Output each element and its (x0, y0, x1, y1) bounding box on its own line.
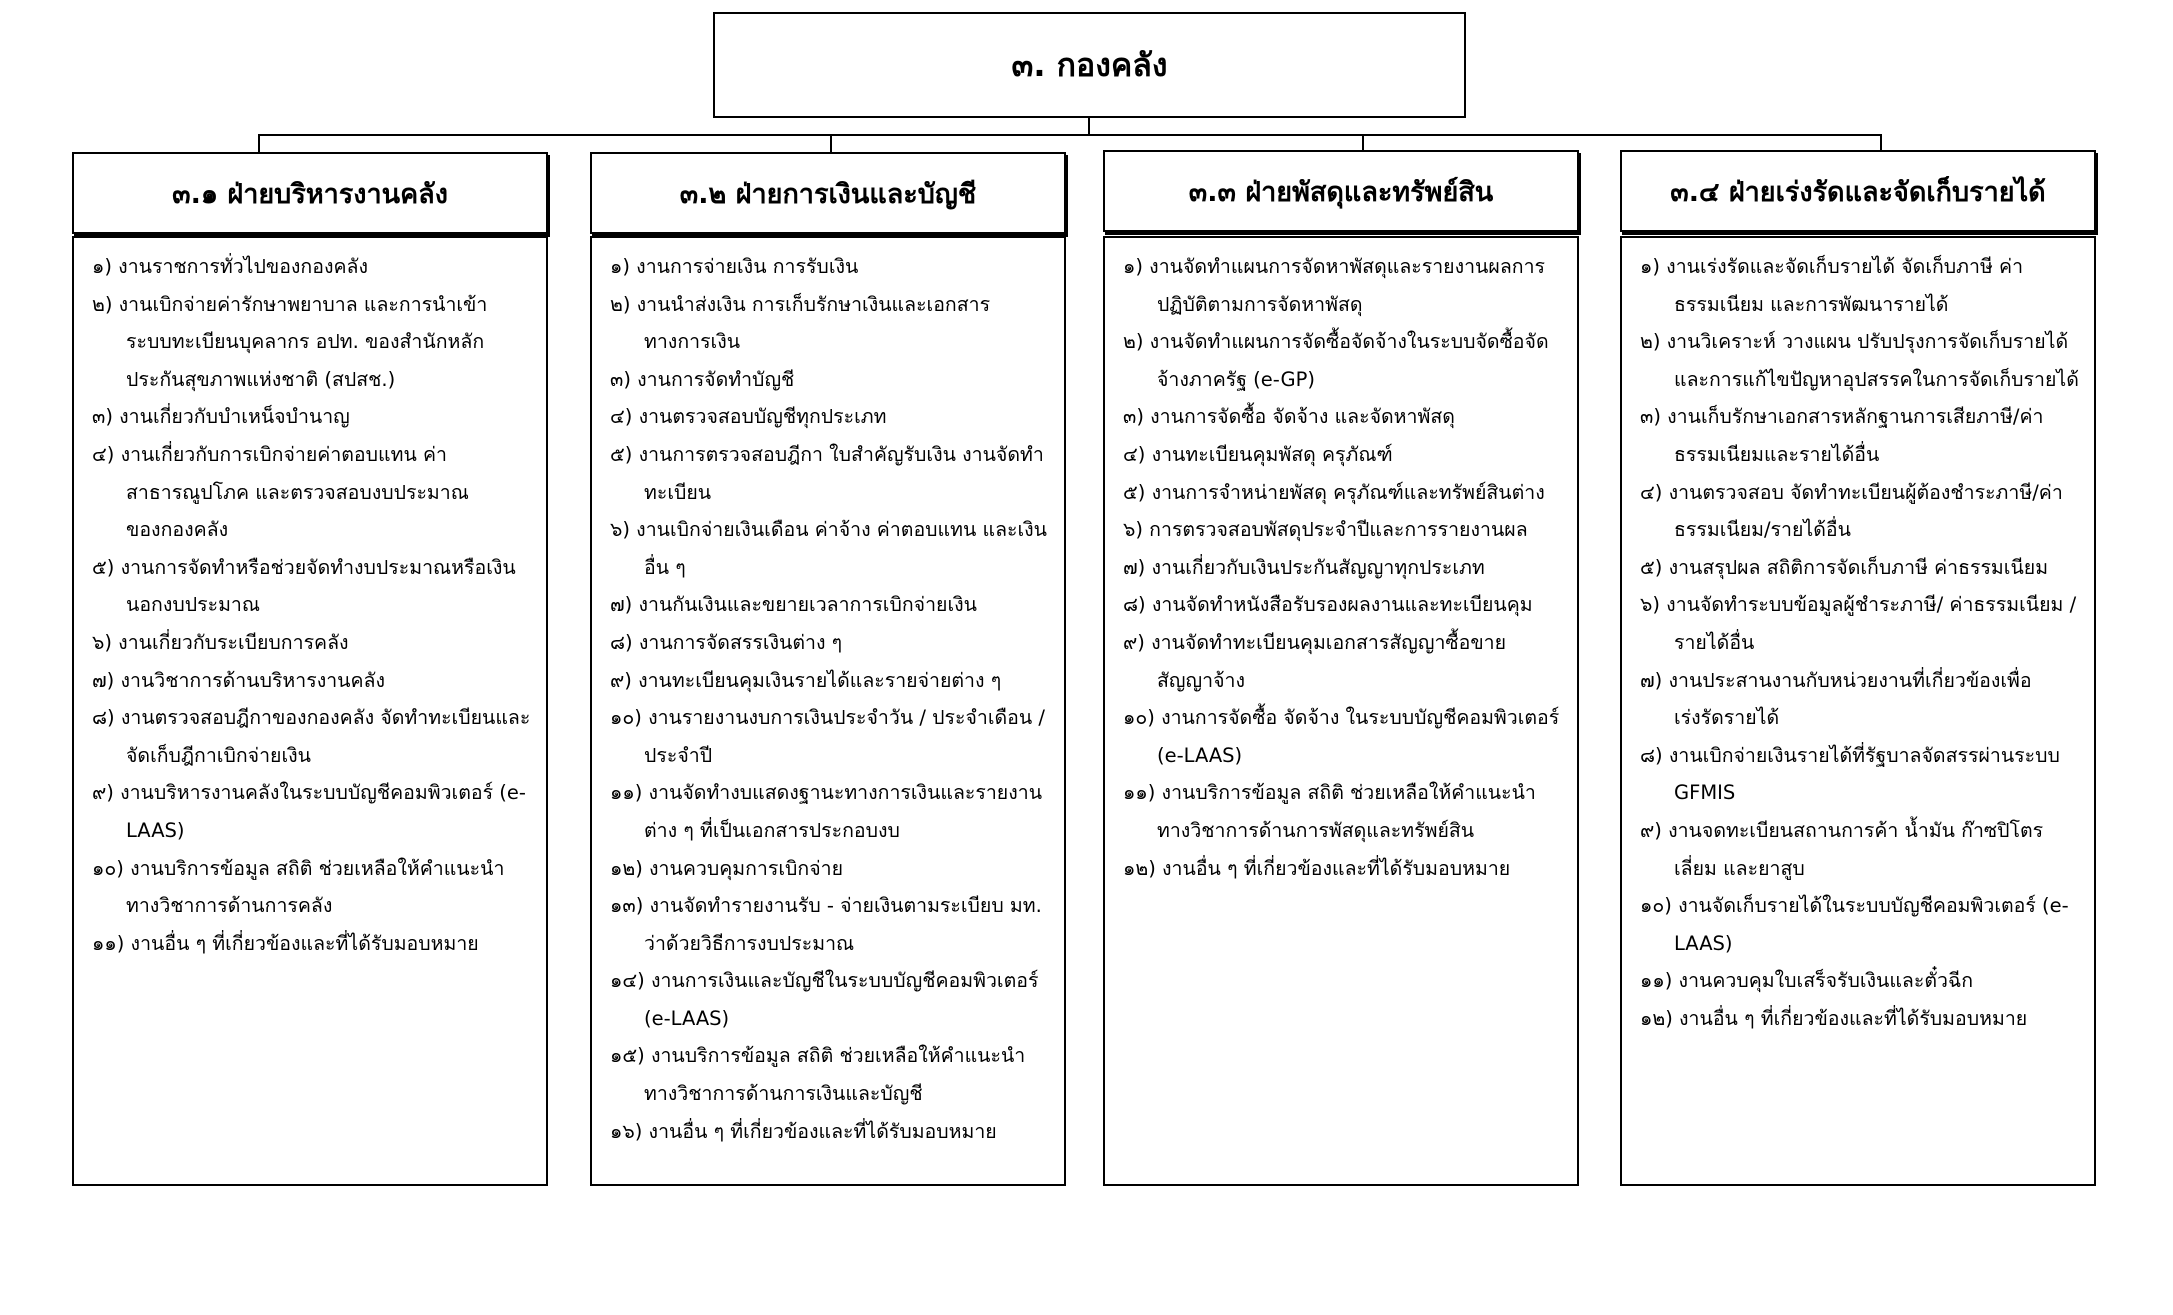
task-item: ๑๐) งานบริการข้อมูล สถิติ ช่วยเหลือให้คำแนะนำทางวิชาการด้านการคลัง (92, 856, 505, 918)
task-item: ๔) งานตรวจสอบบัญชีทุกประเภท (610, 405, 887, 429)
task-item: ๒) งานจัดทำแผนการจัดซื้อจัดจ้างในระบบจัดซื้อจัดจ้างภาครัฐ (e-GP) (1123, 330, 1549, 391)
task-item: ๙) งานจดทะเบียนสถานการค้า น้ำมัน ก๊าซปิโตรเลี่ยม และยาสูบ (1640, 818, 2044, 880)
task-list (1123, 248, 1563, 887)
division-task-box-3 (1103, 236, 1579, 1186)
task-item: ๑๒) งานอื่น ๆ ที่เกี่ยวข้องและที่ได้รับมอบหมาย (1123, 856, 1511, 880)
division-title: ๓.๑ ฝ่ายบริหารงานคลัง (172, 178, 448, 210)
task-item: ๒) งานนำส่งเงิน การเก็บรักษาเงินและเอกสารทางการเงิน (610, 292, 991, 354)
task-item: ๑๕) งานบริการข้อมูล สถิติ ช่วยเหลือให้คำแนะนำทางวิชาการด้านการเงินและบัญชี (610, 1044, 1026, 1106)
task-item: ๓) งานเก็บรักษาเอกสารหลักฐานการเสียภาษี/ค่าธรรมเนียมและรายได้อื่น (1640, 405, 2044, 466)
task-item: ๖) งานเบิกจ่ายเงินเดือน ค่าจ้าง ค่าตอบแทน และเงินอื่น ๆ (610, 518, 1048, 579)
division-title: ๓.๔ ฝ่ายเร่งรัดและจัดเก็บรายได้ (1670, 176, 2046, 208)
org-chart-title: ๓. กองคลัง (1011, 45, 1168, 84)
task-item: ๑๑) งานจัดทำงบแสดงฐานะทางการเงินและรายงานต่าง ๆ ที่เป็นเอกสารประกอบงบ (610, 781, 1043, 842)
task-item: ๓) งานการจัดทำบัญชี (610, 367, 795, 391)
task-item: ๑๑) งานควบคุมใบเสร็จรับเงินและตั๋วฉีก (1640, 969, 1974, 993)
task-item: ๑) งานจัดทำแผนการจัดหาพัสดุและรายงานผลการปฏิบัติตามการจัดหาพัสดุ (1123, 255, 1545, 316)
division-header-2 (590, 152, 1066, 234)
task-list (610, 248, 1050, 1150)
connector-drop-2 (830, 134, 832, 152)
task-item: ๗) งานกันเงินและขยายเวลาการเบิกจ่ายเงิน (610, 593, 977, 617)
task-item: ๕) งานสรุปผล สถิติการจัดเก็บภาษี ค่าธรรมเนียม (1640, 555, 2049, 579)
task-item: ๘) งานการจัดสรรเงินต่าง ๆ (610, 630, 843, 654)
division-title: ๓.๓ ฝ่ายพัสดุและทรัพย์สิน (1188, 176, 1494, 208)
task-item: ๔) งานเกี่ยวกับการเบิกจ่ายค่าตอบแทน ค่าสาธารณูปโภค และตรวจสอบงบประมาณของกองคลัง (92, 442, 469, 542)
task-item: ๑๐) งานการจัดซื้อ จัดจ้าง ในระบบบัญชีคอมพิวเตอร์ (e-LAAS) (1123, 706, 1560, 767)
connector-drop-1 (258, 134, 260, 152)
task-item: ๕) งานการจำหน่ายพัสดุ ครุภัณฑ์และทรัพย์สินต่าง (1123, 480, 1545, 504)
task-item: ๑๑) งานบริการข้อมูล สถิติ ช่วยเหลือให้คำแนะนำทางวิชาการด้านการพัสดุและทรัพย์สิน (1123, 781, 1536, 842)
task-item: ๙) งานจัดทำทะเบียนคุมเอกสารสัญญาซื้อขาย สัญญาจ้าง (1123, 630, 1507, 692)
task-item: ๑๑) งานอื่น ๆ ที่เกี่ยวข้องและที่ได้รับมอบหมาย (92, 931, 479, 955)
division-header-1 (72, 152, 548, 234)
task-item: ๗) งานเกี่ยวกับเงินประกันสัญญาทุกประเภท (1123, 555, 1485, 579)
division-task-box-1 (72, 236, 548, 1186)
division-title: ๓.๒ ฝ่ายการเงินและบัญชี (679, 178, 977, 210)
task-item: ๗) งานวิชาการด้านบริหารงานคลัง (92, 668, 386, 692)
task-item: ๑๒) งานอื่น ๆ ที่เกี่ยวข้องและที่ได้รับมอบหมาย (1640, 1006, 2028, 1030)
task-item: ๑๐) งานจัดเก็บรายได้ในระบบบัญชีคอมพิวเตอร์ (e-LAAS) (1640, 894, 2069, 955)
task-item: ๕) งานการจัดทำหรือช่วยจัดทำงบประมาณหรือเงินนอกงบประมาณ (92, 555, 516, 617)
task-item: ๑๖) งานอื่น ๆ ที่เกี่ยวข้องและที่ได้รับมอบหมาย (610, 1119, 997, 1143)
task-item: ๑) งานราชการทั่วไปของกองคลัง (92, 255, 368, 278)
task-item: ๘) งานเบิกจ่ายเงินรายได้ที่รัฐบาลจัดสรรผ่านระบบ GFMIS (1640, 743, 2060, 805)
task-item: ๔) งานตรวจสอบ จัดทำทะเบียนผู้ต้องชำระภาษี/ค่าธรรมเนียม/รายได้อื่น (1640, 480, 2063, 542)
task-item: ๗) งานประสานงานกับหน่วยงานที่เกี่ยวข้องเพื่อเร่งรัดรายได้ (1640, 668, 2032, 730)
task-item: ๖) งานจัดทำระบบข้อมูลผู้ชำระภาษี/ ค่าธรรมเนียม /รายได้อื่น (1640, 593, 2077, 654)
task-item: ๑๔) งานการเงินและบัญชีในระบบบัญชีคอมพิวเตอร์ (e-LAAS) (610, 969, 1039, 1030)
division-header-3 (1103, 150, 1579, 232)
task-item: ๒) งานเบิกจ่ายค่ารักษาพยาบาล และการนำเข้าระบบทะเบียนบุคลากร อปท. ของสำนักหลักประกันสุขภาพแห่งชาติ (สปสช.) (92, 292, 488, 391)
division-task-box-4 (1620, 236, 2096, 1186)
task-item: ๕) งานการตรวจสอบฎีกา ใบสำคัญรับเงิน งานจัดทำทะเบียน (610, 442, 1044, 504)
task-item: ๑๒) งานควบคุมการเบิกจ่าย (610, 856, 843, 880)
task-item: ๖) การตรวจสอบพัสดุประจำปีและการรายงานผล (1123, 518, 1528, 542)
task-item: ๒) งานวิเคราะห์ วางแผน ปรับปรุงการจัดเก็บรายได้ และการแก้ไขปัญหาอุปสรรคในการจัดเก็บรายได้ (1640, 330, 2079, 391)
task-item: ๓) งานการจัดซื้อ จัดจ้าง และจัดหาพัสดุ (1123, 405, 1455, 429)
connector-horizontal (258, 134, 1882, 136)
task-item: ๖) งานเกี่ยวกับระเบียบการคลัง (92, 630, 349, 654)
task-item: ๓) งานเกี่ยวกับบำเหน็จบำนาญ (92, 405, 350, 429)
task-list (92, 248, 532, 962)
task-list (1640, 248, 2080, 1037)
task-item: ๔) งานทะเบียนคุมพัสดุ ครุภัณฑ์ (1123, 442, 1393, 466)
division-task-box-2 (590, 236, 1066, 1186)
task-item: ๙) งานทะเบียนคุมเงินรายได้และรายจ่ายต่าง ๆ (610, 668, 1002, 692)
task-item: ๘) งานจัดทำหนังสือรับรองผลงานและทะเบียนคุม (1123, 593, 1533, 617)
task-item: ๑) งานเร่งรัดและจัดเก็บรายได้ จัดเก็บภาษี ค่าธรรมเนียม และการพัฒนารายได้ (1640, 255, 2024, 316)
task-item: ๘) งานตรวจสอบฎีกาของกองคลัง จัดทำทะเบียนและจัดเก็บฎีกาเบิกจ่ายเงิน (92, 706, 531, 767)
division-header-4 (1620, 150, 2096, 232)
org-chart-title-box (713, 12, 1466, 118)
task-item: ๙) งานบริหารงานคลังในระบบบัญชีคอมพิวเตอร์ (e-LAAS) (92, 781, 526, 842)
task-item: ๑) งานการจ่ายเงิน การรับเงิน (610, 255, 859, 278)
task-item: ๑๐) งานรายงานงบการเงินประจำวัน / ประจำเดือน / ประจำปี (610, 706, 1045, 767)
task-item: ๑๓) งานจัดทำรายงานรับ - จ่ายเงินตามระเบียบ มท. ว่าด้วยวิธีการงบประมาณ (610, 894, 1042, 955)
